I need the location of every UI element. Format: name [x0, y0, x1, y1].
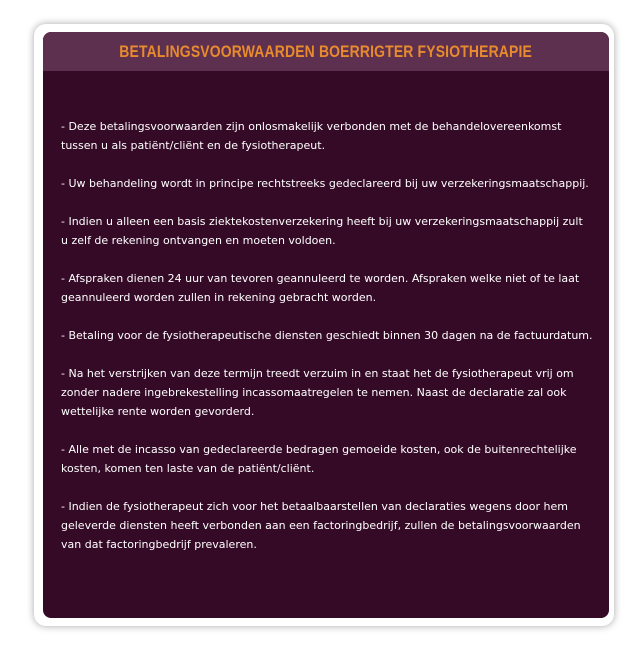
terms-panel — [43, 32, 609, 618]
terms-paragraph: - Indien de fysiotherapeut zich voor het betaalbaarstellen van declaraties wegens door hem geleverde diensten heeft verbonden aan een factoringbedrijf, zullen de betalingsvoorwaarden van dat factoringbedrijf prevaleren. — [61, 500, 581, 551]
terms-paragraph: - Deze betalingsvoorwaarden zijn onlosmakelijk verbonden met de behandelovereenkomst tussen u als patiënt/cliënt en de fysiotherapeut. — [61, 120, 562, 152]
terms-paragraph: - Indien u alleen een basis ziektekostenverzekering heeft bij uw verzekeringsmaatschappij zult u zelf de rekening ontvangen en moeten voldoen. — [61, 215, 583, 247]
terms-paragraph: - Alle met de incasso van gedeclareerde bedragen gemoeide kosten, ook de buitenrechtelijke kosten, komen ten laste van de patiënt/cliënt. — [61, 443, 577, 475]
content-frame — [34, 24, 614, 626]
terms-paragraph: - Betaling voor de fysiotherapeutische diensten geschiedt binnen 30 dagen na de factuurdatum. — [61, 329, 593, 342]
terms-content — [43, 71, 609, 554]
terms-paragraph: - Na het verstrijken van deze termijn treedt verzuim in en staat het de fysiotherapeut vrij om zonder nadere ingebrekestelling incassomaatregelen te nemen. Naast de declaratie zal ook wettelijke rente worden gevorderd. — [61, 367, 574, 418]
terms-paragraph: - Uw behandeling wordt in principe rechtstreeks gedeclareerd bij uw verzekeringsmaatschappij. — [61, 177, 589, 190]
terms-paragraph: - Afspraken dienen 24 uur van tevoren geannuleerd te worden. Afspraken welke niet of te laat geannuleerd worden zullen in rekening gebracht worden. — [61, 272, 580, 304]
panel-header — [43, 32, 609, 71]
page-title: BETALINGSVOORWAARDEN BOERRIGTER FYSIOTHERAPIE — [119, 41, 533, 61]
